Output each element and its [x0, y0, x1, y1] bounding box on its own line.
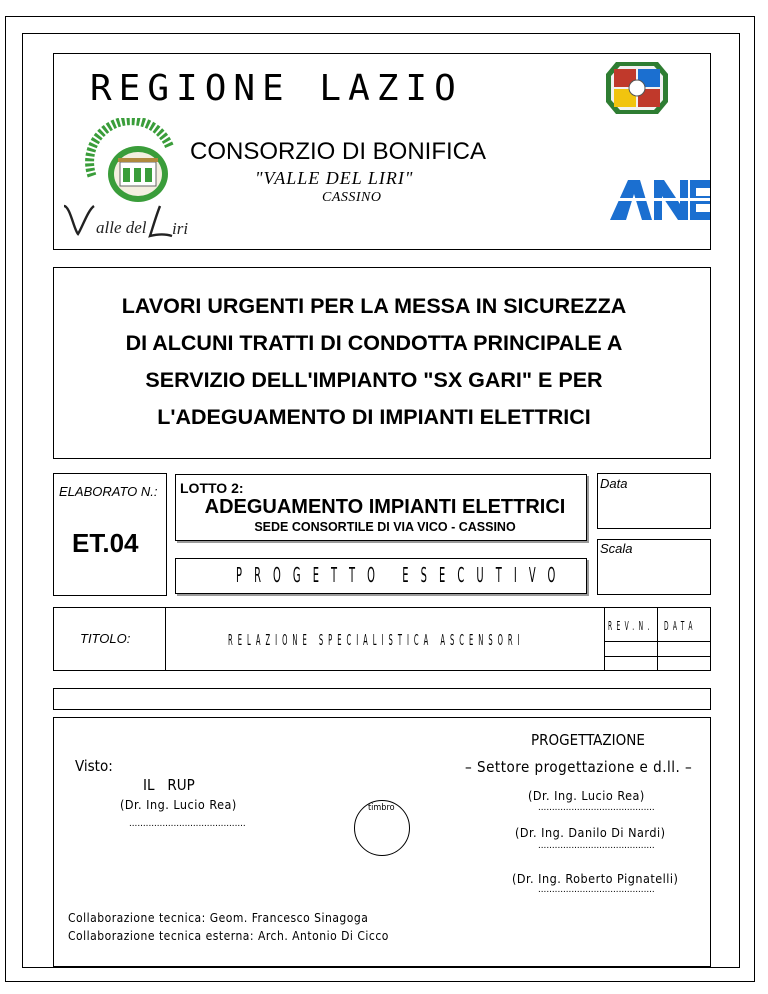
project-title-line: SERVIZIO DELL'IMPIANTO "SX GARI" E PER — [145, 368, 603, 392]
lotto-label: LOTTO 2: — [180, 480, 244, 496]
project-title-line: DI ALCUNI TRATTI DI CONDOTTA PRINCIPALE A — [125, 331, 623, 355]
titolo-label: TITOLO: — [80, 631, 131, 646]
settore-label: – Settore progettazione e d.ll. – — [465, 758, 693, 776]
titolo-divider — [165, 607, 166, 671]
collaboration-technical: Collaborazione tecnica: Geom. Francesco Sinagoga — [68, 911, 369, 925]
designer-signature-line: .......................................... — [538, 840, 655, 851]
rup-signature-line: .......................................... — [129, 818, 246, 829]
project-title-line: L'ADEGUAMENTO DI IMPIANTI ELETTRICI — [157, 405, 591, 429]
designer-signature-line: .......................................... — [538, 802, 655, 813]
svg-text:alle del: alle del — [96, 218, 147, 237]
designer-name: (Dr. Ing. Lucio Rea) — [528, 788, 645, 803]
phase-label: PROGETTO ESECUTIVO — [236, 563, 568, 587]
rup-name: (Dr. Ing. Lucio Rea) — [120, 797, 237, 812]
region-title: REGIONE LAZIO — [90, 68, 463, 109]
lotto-title: ADEGUAMENTO IMPIANTI ELETTRICI — [204, 496, 566, 518]
empty-strip — [53, 688, 711, 710]
project-title-line: LAVORI URGENTI PER LA MESSA IN SICUREZZA — [121, 294, 627, 318]
rev-data-label: DATA — [664, 619, 697, 633]
scala-label: Scala — [600, 541, 633, 556]
svg-text:iri: iri — [172, 219, 189, 238]
consortium-name: CONSORZIO DI BONIFICA — [190, 138, 487, 165]
rev-row-line — [604, 641, 711, 642]
anbi-logo — [610, 178, 710, 222]
valle-del-liri-script-logo — [60, 200, 220, 242]
lotto-site: SEDE CONSORTILE DI VIA VICO - CASSINO — [254, 520, 516, 534]
elaborato-code: ET.04 — [72, 528, 139, 558]
stamp-label: timbro — [368, 803, 395, 813]
titolo-value: RELAZIONE SPECIALISTICA ASCENSORI — [228, 631, 525, 649]
designer-signature-line: .......................................... — [538, 884, 655, 895]
designer-name: (Dr. Ing. Danilo Di Nardi) — [515, 825, 666, 840]
data-label: Data — [600, 476, 628, 491]
project-title — [66, 288, 682, 436]
rev-row-line — [604, 656, 711, 657]
visto-label: Visto: — [75, 757, 113, 775]
designer-name: (Dr. Ing. Roberto Pignatelli) — [512, 871, 679, 886]
rup-label: IL RUP — [143, 776, 195, 794]
elaborato-label: ELABORATO N.: — [59, 484, 158, 499]
progettazione-label: PROGETTAZIONE — [531, 731, 645, 749]
rev-label: REV.N. — [608, 619, 654, 633]
regione-lazio-seal — [604, 60, 670, 116]
rev-divider-mid — [657, 607, 658, 671]
rev-divider-left — [604, 607, 605, 671]
consortium-city: CASSINO — [322, 190, 382, 205]
collaboration-external: Collaborazione tecnica esterna: Arch. Antonio Di Cicco — [68, 929, 389, 943]
consortium-subname: "VALLE DEL LIRI" — [255, 168, 414, 188]
